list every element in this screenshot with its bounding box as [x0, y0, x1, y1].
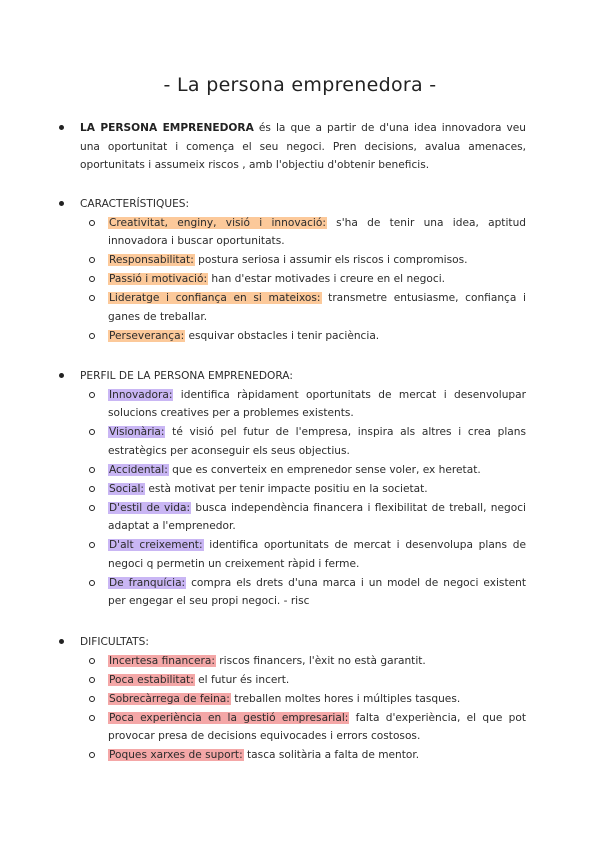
list-item — [0, 536, 600, 573]
list-item — [0, 270, 600, 289]
highlight-term: Incertesa financera: — [109, 654, 215, 667]
highlight-term: Passió i motivació: — [109, 273, 208, 285]
item-text: postura seriosa i assumir els riscos i compromisos. — [194, 254, 468, 266]
bullet-icon — [59, 201, 64, 206]
circle-bullet-icon — [89, 715, 95, 721]
intro-text: és la que a partir de d'una idea innovadora veu una oportunitat i comença el seu negoci. Pren decisions, avalua amenaces, oportunitats i assumeix riscos , amb l'objectiu d'obtenir beneficis. — [80, 122, 526, 171]
circle-bullet-icon — [89, 333, 95, 339]
list-item — [0, 499, 600, 536]
caracteristiques-heading: CARACTERÍSTIQUES: — [0, 195, 600, 214]
circle-bullet-icon — [89, 276, 95, 282]
highlight-term: Lideratge i confiança en si mateixos: — [109, 292, 321, 304]
bullet-icon — [59, 639, 64, 644]
intro-paragraph — [0, 119, 600, 175]
circle-bullet-icon — [89, 580, 95, 586]
caracteristiques-section — [0, 195, 600, 346]
item-text: busca independència financera i flexibilitat de treball, negoci adaptat a l'emprenedor. — [108, 501, 527, 532]
list-item — [0, 671, 600, 690]
list-item — [0, 574, 600, 611]
list-item — [0, 652, 600, 671]
highlight-term: Poques xarxes de suport: — [109, 749, 243, 761]
perfil-heading: PERFIL DE LA PERSONA EMPRENEDORA: — [0, 367, 600, 386]
item-text: el futur és incert. — [194, 673, 290, 686]
list-item — [0, 251, 600, 270]
item-text: treballen moltes hores i múltiples tasques. — [230, 692, 461, 705]
circle-bullet-icon — [89, 392, 95, 398]
list-item — [0, 709, 600, 746]
highlight-term: Sobrecàrrega de feina: — [109, 692, 230, 705]
item-text: identifica oportunitats de mercat i desenvolupa plans de negoci q permetin un creixement ràpid i ferme. — [108, 539, 527, 570]
highlight-term: De franquícia: — [109, 576, 186, 589]
item-text: compra els drets d'una marca i un model de negoci existent per engegar el seu propi negoci. - risc — [108, 576, 526, 607]
circle-bullet-icon — [89, 467, 95, 473]
circle-bullet-icon — [89, 696, 95, 702]
list-item — [0, 480, 600, 499]
highlight-term: Accidental: — [109, 463, 168, 476]
list-item — [0, 461, 600, 480]
highlight-term: Creativitat, enginy, visió i innovació: — [109, 216, 326, 229]
highlight-term: D'estil de vida: — [109, 501, 191, 514]
intro-section — [0, 119, 600, 175]
list-item — [0, 690, 600, 709]
circle-bullet-icon — [89, 429, 95, 435]
item-text: transmetre entusiasme, confiança i ganes de treballar. — [108, 292, 526, 323]
bullet-icon — [59, 373, 64, 378]
highlight-term: Poca estabilitat: — [109, 673, 194, 686]
bullet-icon — [59, 125, 64, 130]
list-item — [0, 289, 600, 326]
circle-bullet-icon — [89, 257, 95, 263]
item-text: s'ha de tenir una idea, aptitud innovadora i buscar oportunitats. — [108, 216, 527, 247]
circle-bullet-icon — [89, 486, 95, 492]
list-item — [0, 386, 600, 423]
page-title: - La persona emprenedora - — [163, 74, 437, 96]
circle-bullet-icon — [89, 295, 95, 301]
highlight-term: D'alt creixement: — [109, 539, 203, 551]
circle-bullet-icon — [89, 505, 95, 511]
item-text: tasca solitària a falta de mentor. — [243, 749, 420, 761]
highlight-term: Innovadora: — [109, 388, 173, 401]
item-text: identifica ràpidament oportunitats de mercat i desenvolupar solucions creatives per a problemes existents. — [108, 388, 526, 419]
highlight-term: Social: — [109, 482, 144, 495]
item-text: té visió pel futur de l'empresa, inspira als altres i crea plans estratègics per aconseguir els seus objectius. — [108, 426, 526, 457]
list-item — [0, 327, 600, 346]
item-text: falta d'experiència, el que pot provocar presa de decisions equivocades i errors costosos. — [108, 711, 526, 742]
dificultats-section — [0, 633, 600, 765]
list-item — [0, 423, 600, 460]
list-item — [0, 214, 600, 251]
circle-bullet-icon — [89, 542, 95, 548]
item-text: han d'estar motivades i creure en el negoci. — [208, 273, 446, 285]
item-text: que es converteix en emprenedor sense voler, ex heretat. — [168, 463, 481, 476]
item-text: està motivat per tenir impacte positiu en la societat. — [144, 482, 428, 495]
circle-bullet-icon — [89, 220, 95, 226]
perfil-section — [0, 367, 600, 611]
circle-bullet-icon — [89, 752, 95, 758]
highlight-term: Poca experiència en la gestió empresarial: — [109, 711, 349, 724]
list-item — [0, 746, 600, 765]
item-text: riscos financers, l'èxit no està garantit. — [215, 654, 426, 667]
circle-bullet-icon — [89, 658, 95, 664]
intro-term: LA PERSONA EMPRENEDORA — [80, 122, 254, 134]
highlight-term: Perseverança: — [109, 329, 185, 342]
highlight-term: Visionària: — [109, 426, 165, 438]
circle-bullet-icon — [89, 677, 95, 683]
dificultats-heading: DIFICULTATS: — [0, 633, 600, 652]
highlight-term: Responsabilitat: — [109, 254, 194, 266]
item-text: esquivar obstacles i tenir paciència. — [185, 329, 380, 342]
